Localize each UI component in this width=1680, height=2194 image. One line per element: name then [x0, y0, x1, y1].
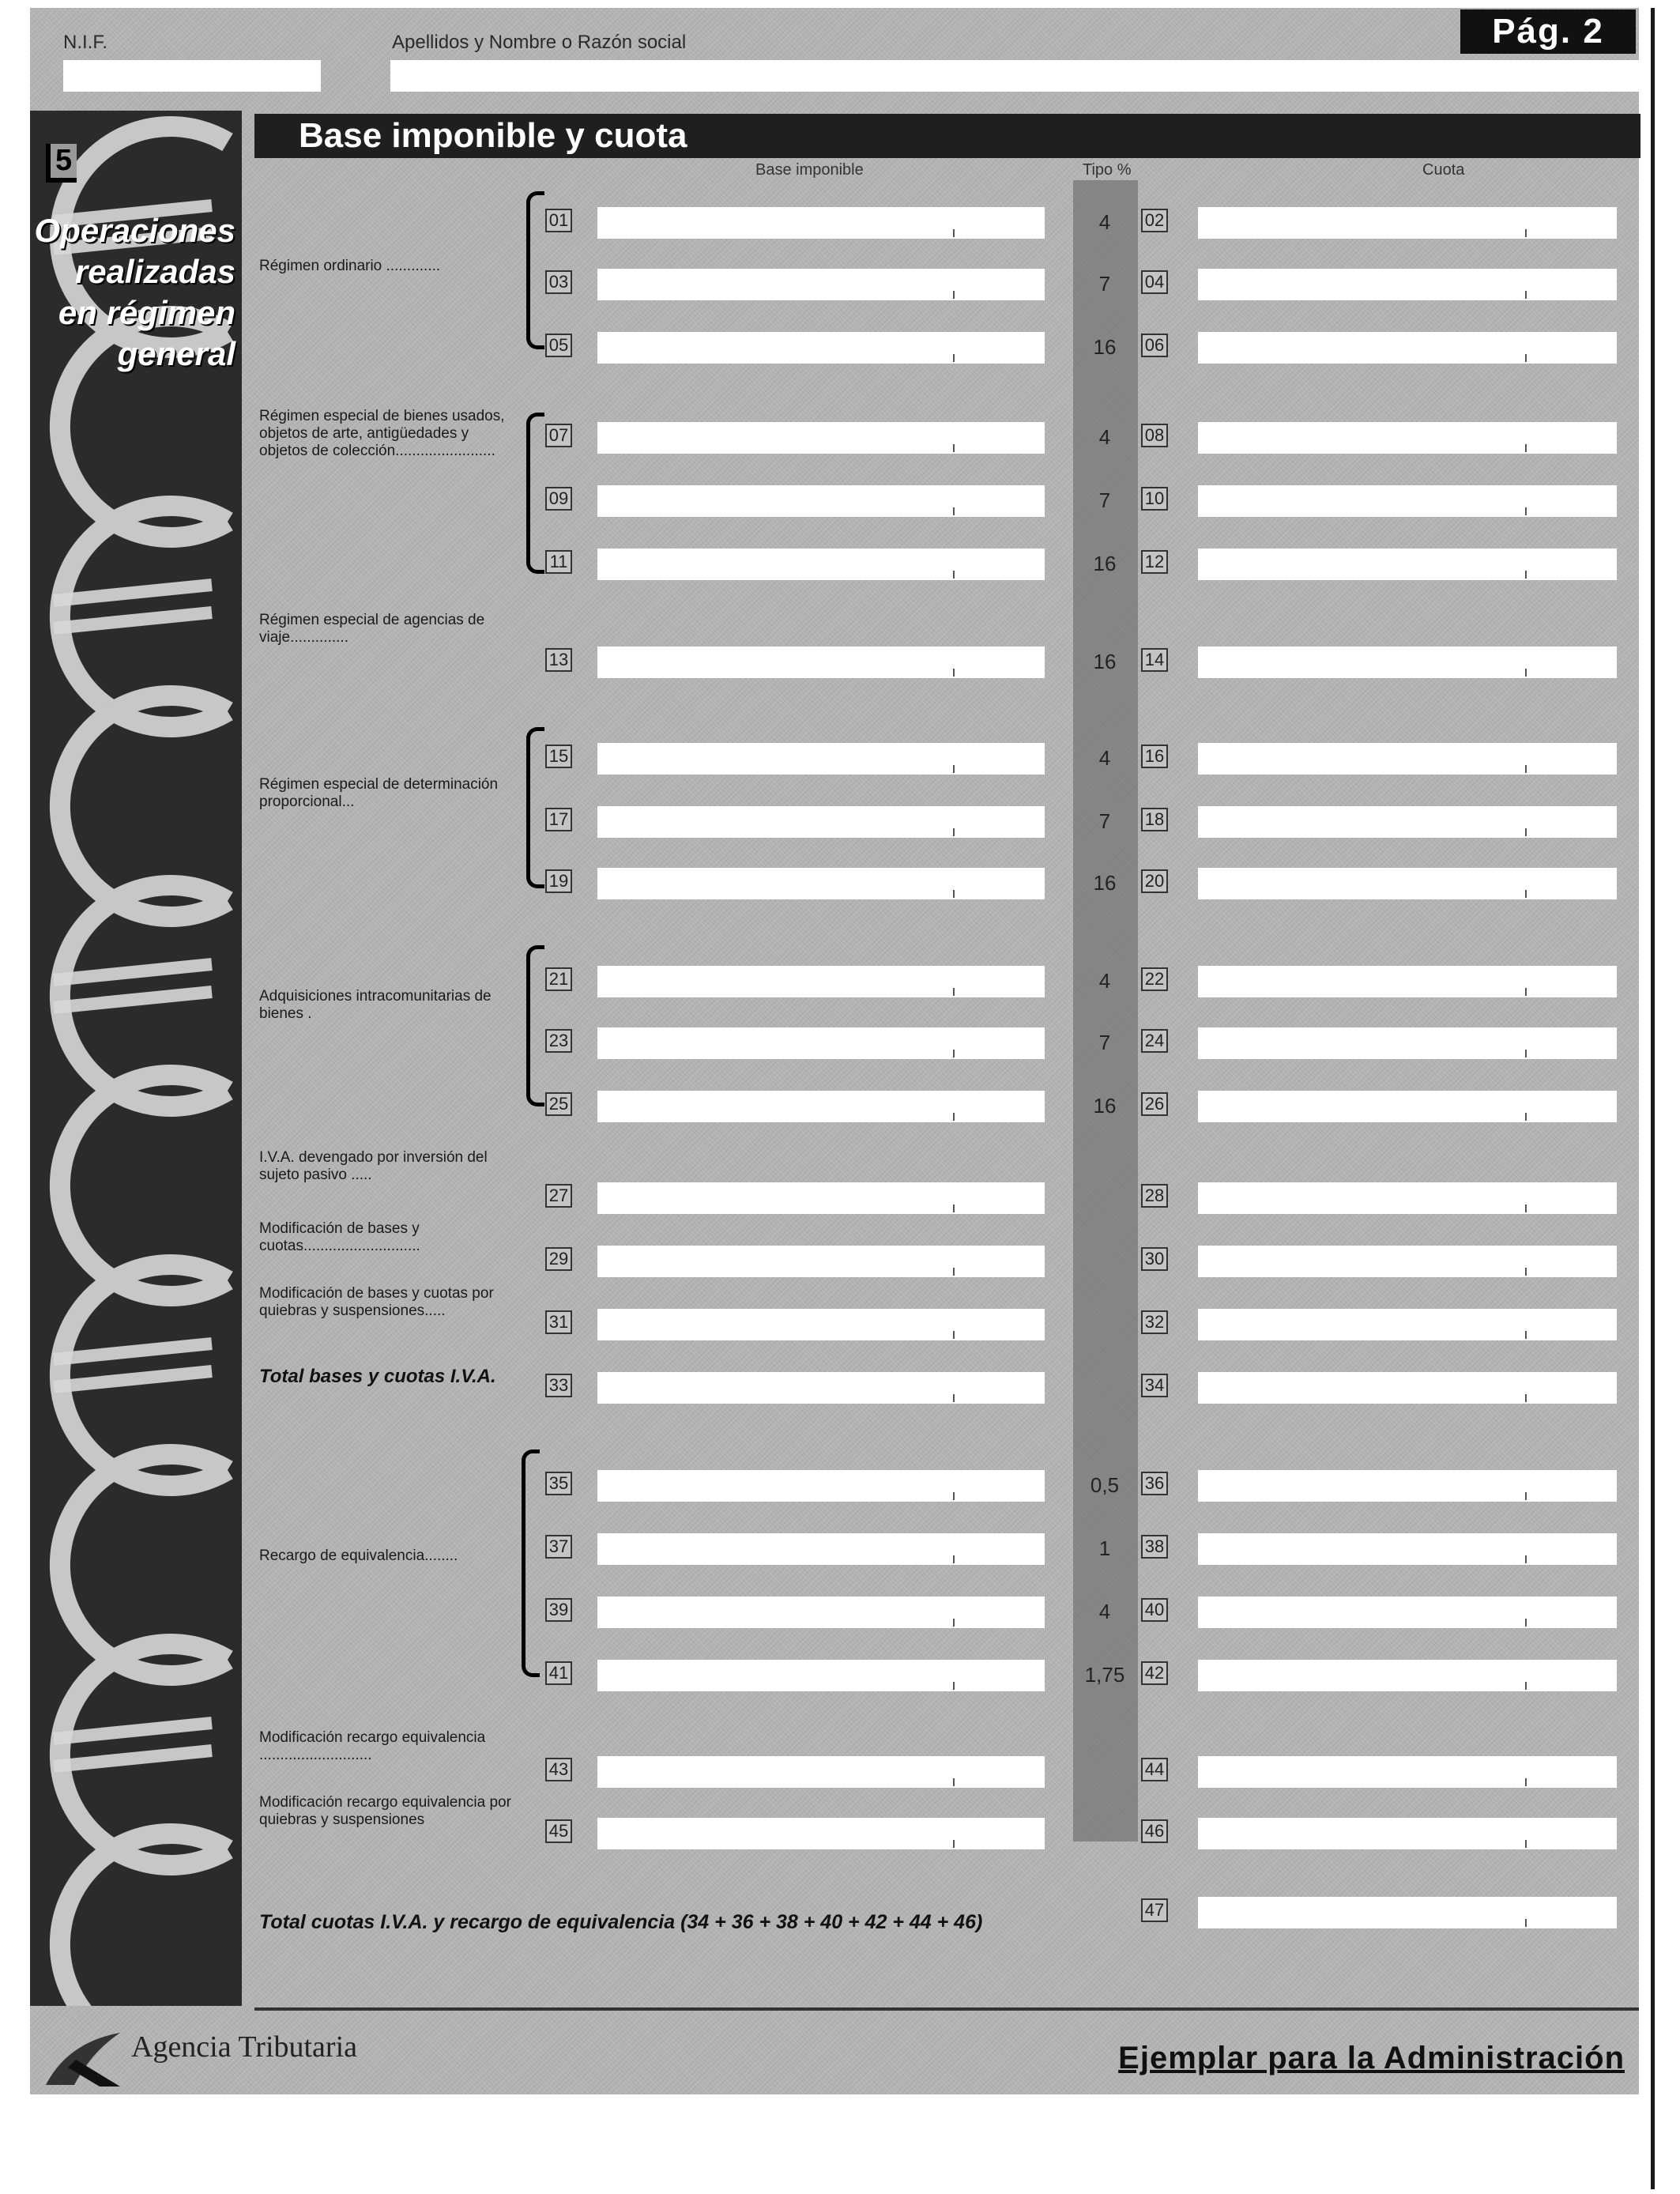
base-field[interactable] — [597, 1660, 1045, 1691]
decimal-tick — [953, 669, 955, 677]
quota-field[interactable] — [1198, 966, 1617, 997]
quota-field[interactable] — [1198, 1182, 1617, 1214]
rate-value: 7 — [1098, 272, 1111, 296]
nif-field[interactable] — [63, 60, 321, 92]
decimal-tick — [953, 229, 955, 237]
base-field[interactable] — [597, 868, 1045, 899]
box-number: 41 — [545, 1661, 572, 1685]
base-field[interactable] — [597, 1372, 1045, 1404]
decimal-tick — [1525, 1268, 1527, 1276]
decimal-tick — [953, 1268, 955, 1276]
quota-field[interactable] — [1198, 1246, 1617, 1277]
box-number: 24 — [1141, 1029, 1168, 1053]
box-number: 23 — [545, 1029, 572, 1053]
column-header-quota: Cuota — [1422, 161, 1465, 179]
decimal-tick — [1525, 669, 1527, 677]
rate-value: 7 — [1098, 488, 1111, 512]
section-title-line-4: general — [117, 335, 235, 372]
group-label-inversion-sujeto-pasivo: I.V.A. devengado por inversión del sujeto pasivo ..... — [259, 1149, 488, 1183]
group-label-total-bases: Total bases y cuotas I.V.A. — [259, 1366, 496, 1387]
box-number: 13 — [545, 648, 572, 672]
decimal-tick — [1525, 291, 1527, 299]
group-label-recargo-quiebras: Modificación recargo equivalencia por quiebras y suspensiones — [259, 1794, 511, 1828]
decimal-tick — [1525, 1394, 1527, 1402]
base-field[interactable] — [597, 1027, 1045, 1059]
box-number: 35 — [545, 1472, 572, 1495]
group-brace — [526, 191, 544, 349]
decimal-tick — [953, 507, 955, 515]
agency-logo-icon — [44, 2028, 123, 2088]
box-number: 02 — [1141, 209, 1168, 232]
column-header-rate: Tipo % — [1083, 161, 1132, 179]
box-number: 44 — [1141, 1758, 1168, 1781]
box-number: 07 — [545, 424, 572, 447]
total-quota-field[interactable] — [1198, 1897, 1617, 1928]
box-number: 11 — [545, 550, 572, 574]
decimal-tick — [953, 444, 955, 452]
box-number: 38 — [1141, 1535, 1168, 1559]
box-number: 40 — [1141, 1598, 1168, 1622]
box-number: 22 — [1141, 967, 1168, 991]
quota-field[interactable] — [1198, 1372, 1617, 1404]
decimal-tick — [1525, 1619, 1527, 1627]
quota-field[interactable] — [1198, 422, 1617, 454]
box-number: 05 — [545, 334, 572, 357]
rate-value: 4 — [1098, 1600, 1111, 1623]
decorative-band — [30, 111, 242, 2006]
box-number: 14 — [1141, 648, 1168, 672]
decimal-tick — [1525, 571, 1527, 579]
decimal-tick — [1525, 1492, 1527, 1500]
box-number: 18 — [1141, 808, 1168, 831]
box-number: 37 — [545, 1535, 572, 1559]
decimal-tick — [1525, 828, 1527, 836]
decimal-tick — [953, 1778, 955, 1786]
base-field[interactable] — [597, 207, 1045, 239]
quota-field[interactable] — [1198, 1756, 1617, 1788]
decimal-tick — [953, 1394, 955, 1402]
decimal-tick — [953, 828, 955, 836]
decimal-tick — [1525, 444, 1527, 452]
base-field[interactable] — [597, 1533, 1045, 1565]
rate-value: 4 — [1098, 969, 1111, 993]
box-number: 28 — [1141, 1184, 1168, 1208]
base-field[interactable] — [597, 806, 1045, 838]
footer-divider — [254, 2007, 1639, 2011]
quota-field[interactable] — [1198, 1660, 1617, 1691]
base-field[interactable] — [597, 647, 1045, 678]
decimal-tick — [953, 354, 955, 362]
box-number: 15 — [545, 745, 572, 768]
rate-value: 1 — [1098, 1536, 1111, 1560]
decimal-tick — [1525, 1555, 1527, 1563]
group-label-bienes-usados: Régimen especial de bienes usados, objetos de arte, antigüedades y objetos de colección........................ — [259, 408, 505, 459]
quota-field[interactable] — [1198, 269, 1617, 300]
total-label: Total cuotas I.V.A. y recargo de equivalencia (34 + 36 + 38 + 40 + 42 + 44 + 46) — [259, 1911, 983, 1933]
base-field[interactable] — [597, 1596, 1045, 1628]
decimal-tick — [953, 1113, 955, 1121]
decimal-tick — [953, 1331, 955, 1339]
box-number: 09 — [545, 487, 572, 511]
rate-value: 7 — [1098, 1031, 1111, 1054]
decimal-tick — [953, 1492, 955, 1500]
group-brace — [526, 727, 544, 888]
box-number: 20 — [1141, 869, 1168, 893]
decimal-tick — [953, 1050, 955, 1057]
box-number: 06 — [1141, 334, 1168, 357]
box-number: 45 — [545, 1819, 572, 1843]
box-number: 32 — [1141, 1310, 1168, 1334]
box-number: 19 — [545, 869, 572, 893]
page-number-tag: Pág. 2 — [1460, 9, 1636, 54]
decimal-tick — [1525, 1919, 1527, 1927]
decimal-tick — [1525, 765, 1527, 773]
base-field[interactable] — [597, 1246, 1045, 1277]
decimal-tick — [953, 988, 955, 996]
base-field[interactable] — [597, 966, 1045, 997]
box-number: 10 — [1141, 487, 1168, 511]
base-field[interactable] — [597, 1091, 1045, 1122]
quota-field[interactable] — [1198, 332, 1617, 364]
decimal-tick — [953, 1555, 955, 1563]
decimal-tick — [953, 291, 955, 299]
rate-value: 16 — [1093, 650, 1117, 673]
decimal-tick — [1525, 354, 1527, 362]
decimal-tick — [1525, 1682, 1527, 1690]
decimal-tick — [953, 1204, 955, 1212]
group-label-intracomunitarias: Adquisiciones intracomunitarias de bienes . — [259, 988, 492, 1022]
quota-field[interactable] — [1198, 1818, 1617, 1849]
base-field[interactable] — [597, 269, 1045, 300]
rate-value: 16 — [1093, 552, 1117, 575]
decimal-tick — [1525, 890, 1527, 898]
group-label-ordinario: Régimen ordinario ............. — [259, 258, 441, 274]
box-number: 12 — [1141, 550, 1168, 574]
decimal-tick — [1525, 1113, 1527, 1121]
box-number: 30 — [1141, 1247, 1168, 1271]
decimal-tick — [1525, 1331, 1527, 1339]
agency-name: Agencia Tributaria — [131, 2030, 358, 2064]
rate-value: 4 — [1098, 425, 1111, 449]
box-number: 08 — [1141, 424, 1168, 447]
group-label-recargo: Recargo de equivalencia........ — [259, 1547, 458, 1564]
base-field[interactable] — [597, 743, 1045, 775]
decimal-tick — [953, 765, 955, 773]
name-field[interactable] — [390, 60, 1639, 92]
quota-field[interactable] — [1198, 1533, 1617, 1565]
euro-pattern-icon — [30, 111, 242, 2006]
section-title-bar: Base imponible y cuota — [254, 114, 1640, 158]
quota-field[interactable] — [1198, 485, 1617, 517]
box-number: 42 — [1141, 1661, 1168, 1685]
quota-field[interactable] — [1198, 1091, 1617, 1122]
box-number: 26 — [1141, 1092, 1168, 1116]
box-number: 17 — [545, 808, 572, 831]
quota-field[interactable] — [1198, 1470, 1617, 1502]
box-number: 34 — [1141, 1374, 1168, 1397]
quota-field[interactable] — [1198, 207, 1617, 239]
box-number: 36 — [1141, 1472, 1168, 1495]
base-field[interactable] — [597, 1470, 1045, 1502]
box-number: 25 — [545, 1092, 572, 1116]
box-number: 29 — [545, 1247, 572, 1271]
decimal-tick — [953, 1840, 955, 1848]
box-number: 27 — [545, 1184, 572, 1208]
group-label-modificacion-recargo: Modificación recargo equivalencia ........................... — [259, 1729, 486, 1763]
rate-value: 4 — [1098, 746, 1111, 770]
decimal-tick — [953, 890, 955, 898]
quota-field[interactable] — [1198, 1027, 1617, 1059]
base-field[interactable] — [597, 1182, 1045, 1214]
base-field[interactable] — [597, 332, 1045, 364]
group-label-agencias-viaje: Régimen especial de agencias de viaje.............. — [259, 612, 485, 646]
quota-field[interactable] — [1198, 806, 1617, 838]
section-title-line-1: Operaciones — [34, 212, 235, 249]
box-number: 04 — [1141, 270, 1168, 294]
box-number: 03 — [545, 270, 572, 294]
column-header-base: Base imponible — [755, 161, 864, 179]
decimal-tick — [1525, 1778, 1527, 1786]
box-number: 33 — [545, 1374, 572, 1397]
decimal-tick — [953, 571, 955, 579]
decimal-tick — [1525, 507, 1527, 515]
decimal-tick — [1525, 988, 1527, 996]
section-number: 5 — [46, 144, 77, 183]
section-title-line-2: realizadas — [74, 253, 235, 290]
box-number: 43 — [545, 1758, 572, 1781]
box-number: 39 — [545, 1598, 572, 1622]
box-number: 47 — [1141, 1898, 1168, 1922]
box-number: 46 — [1141, 1819, 1168, 1843]
box-number: 21 — [545, 967, 572, 991]
name-label: Apellidos y Nombre o Razón social — [392, 32, 687, 53]
edge-line — [1651, 8, 1655, 2189]
group-brace — [522, 1449, 540, 1677]
base-field[interactable] — [597, 1309, 1045, 1340]
group-brace — [526, 945, 544, 1106]
rate-value: 16 — [1093, 335, 1117, 359]
quota-field[interactable] — [1198, 868, 1617, 899]
base-field[interactable] — [597, 548, 1045, 580]
decimal-tick — [1525, 1204, 1527, 1212]
base-field[interactable] — [597, 1756, 1045, 1788]
decimal-tick — [953, 1682, 955, 1690]
quota-field[interactable] — [1198, 647, 1617, 678]
decimal-tick — [1525, 1050, 1527, 1057]
base-field[interactable] — [597, 1818, 1045, 1849]
decimal-tick — [1525, 1840, 1527, 1848]
rate-value: 0,5 — [1090, 1473, 1120, 1497]
base-field[interactable] — [597, 485, 1045, 517]
rate-value: 16 — [1093, 1094, 1117, 1118]
box-number: 16 — [1141, 745, 1168, 768]
quota-field[interactable] — [1198, 1596, 1617, 1628]
group-label-modificacion-quiebras: Modificación de bases y cuotas por quiebras y suspensiones..... — [259, 1285, 494, 1319]
rate-value: 16 — [1093, 871, 1117, 895]
section-title-line-3: en régimen — [58, 294, 235, 331]
quota-field[interactable] — [1198, 743, 1617, 775]
nif-label: N.I.F. — [63, 32, 108, 53]
box-number: 01 — [545, 209, 572, 232]
group-brace — [526, 413, 544, 574]
decimal-tick — [1525, 229, 1527, 237]
group-label-proporcional: Régimen especial de determinación proporcional... — [259, 776, 499, 810]
rate-value: 7 — [1098, 809, 1111, 833]
base-field[interactable] — [597, 422, 1045, 454]
group-label-modificacion-bases: Modificación de bases y cuotas............................ — [259, 1220, 420, 1254]
rate-value: 1,75 — [1084, 1663, 1125, 1687]
copy-label: Ejemplar para la Administración — [1118, 2041, 1625, 2075]
quota-field[interactable] — [1198, 1309, 1617, 1340]
rate-value: 4 — [1098, 210, 1111, 234]
quota-field[interactable] — [1198, 548, 1617, 580]
decimal-tick — [953, 1619, 955, 1627]
box-number: 31 — [545, 1310, 572, 1334]
